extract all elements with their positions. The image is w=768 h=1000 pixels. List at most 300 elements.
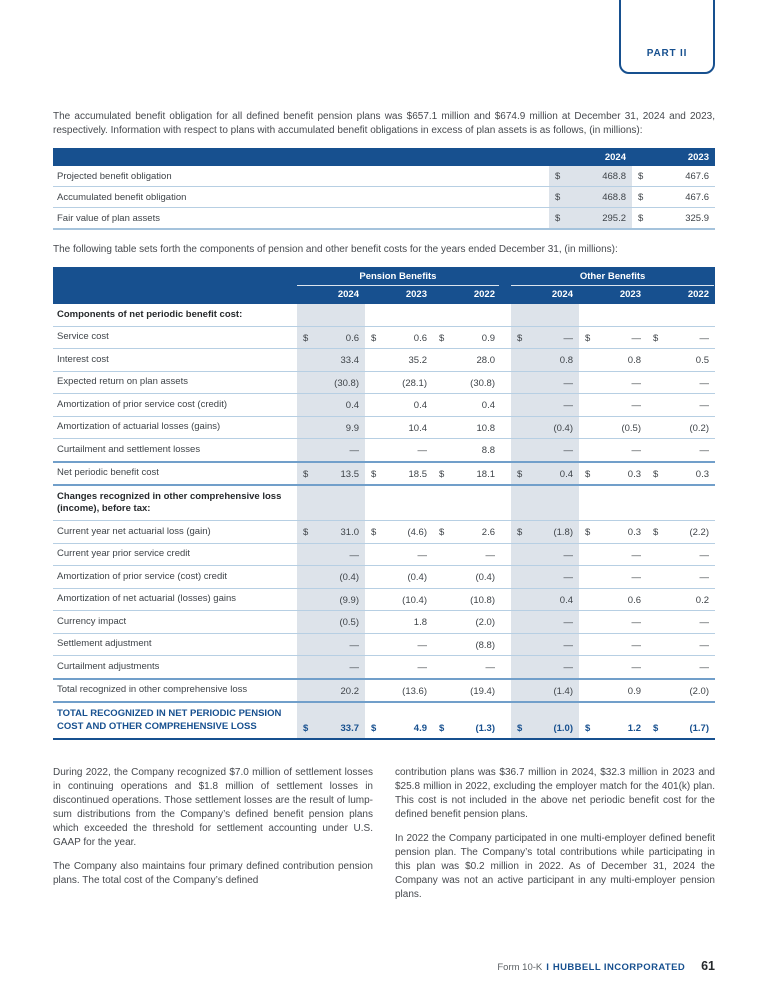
benefit-costs-table-body (53, 304, 715, 738)
amount: — (563, 639, 573, 651)
currency-symbol: $ (555, 170, 561, 182)
currency-symbol: $ (303, 527, 309, 538)
amount: — (631, 400, 641, 411)
value-cell-pension-2024 (297, 544, 365, 566)
table-row (53, 207, 715, 228)
currency-symbol: $ (638, 170, 644, 182)
amount: 9.9 (345, 422, 359, 434)
column-header-pension-2023: 2023 (405, 289, 427, 300)
currency-symbol: $ (439, 332, 445, 344)
value-cell-other-2024 (511, 304, 579, 326)
currency-symbol: $ (638, 212, 644, 224)
body-column-right (395, 756, 715, 912)
group-gap (501, 439, 511, 461)
value-cell-pension-2024 (297, 634, 365, 656)
amount: — (631, 332, 641, 344)
intro-paragraph: The accumulated benefit obligation for all defined benefit pension plans was $657.1 million and $674.9 million at December 31, 2024 and 2023, respectively. Information with respect to plans with accumulated benefit obligations in excess of plan assets is as follows, (in millions): (53, 111, 715, 136)
row-label: Accumulated benefit obligation (57, 191, 187, 203)
amount: 0.6 (345, 332, 359, 344)
group-gap (501, 703, 511, 738)
value-cell-other-2022 (647, 486, 715, 520)
value-cell-other-2024 (511, 703, 579, 738)
value-cell-other-2023 (579, 521, 647, 543)
value-cell-other-2024 (511, 656, 579, 678)
value-cell-pension-2022 (433, 589, 501, 611)
amount: 0.6 (627, 594, 641, 606)
value-cell-pension-2024 (297, 349, 365, 371)
table-row (53, 166, 715, 186)
column-header-2023: 2023 (687, 151, 709, 163)
table-row (53, 371, 715, 394)
currency-symbol: $ (653, 722, 659, 734)
value-cell-pension-2024 (297, 566, 365, 588)
table-row (53, 326, 715, 349)
amount: 0.2 (695, 594, 709, 606)
value-cell-pension-2022 (433, 703, 501, 738)
group-gap (501, 349, 511, 371)
amount: — (699, 617, 709, 628)
row-label: Projected benefit obligation (57, 170, 172, 182)
amount: (1.4) (553, 685, 573, 697)
currency-symbol: $ (653, 468, 659, 480)
amount: (10.4) (402, 594, 427, 606)
value-cell-pension-2023 (365, 463, 433, 485)
value-cell-other-2024 (511, 349, 579, 371)
table-row (53, 186, 715, 207)
value-cell-pension-2022 (433, 304, 501, 326)
value-cell-pension-2023 (365, 634, 433, 656)
value-cell-2023 (632, 208, 715, 228)
value-cell-other-2023 (579, 304, 647, 326)
amount: 0.5 (695, 355, 709, 366)
amount: — (699, 377, 709, 389)
currency-symbol: $ (585, 722, 591, 734)
value-cell-pension-2022 (433, 656, 501, 678)
currency-symbol: $ (653, 527, 659, 538)
amount: — (699, 549, 709, 561)
amount: (0.4) (339, 572, 359, 583)
amount: (4.6) (407, 527, 427, 538)
amount: (30.8) (334, 377, 359, 389)
amount: (0.5) (621, 422, 641, 434)
amount: 18.5 (408, 468, 427, 480)
body-paragraph: During 2022, the Company recognized $7.0 million of settlement losses in continuing operations and $1.8 million of settlement losses in discontinued operations. Those settlement losses are the result of lump-sum distributions from the Company’s defined benefit pension plans which exceeded the threshold for settlement accounting under U.S. GAAP for the year. (53, 767, 373, 848)
value-cell-other-2023 (579, 463, 647, 485)
currency-symbol: $ (517, 527, 523, 538)
body-paragraph: The Company also maintains four primary defined contribution pension plans. The total cost of the Company’s defined (53, 861, 373, 886)
table-row (53, 393, 715, 416)
currency-symbol: $ (638, 191, 644, 203)
value-cell-pension-2024 (297, 611, 365, 633)
amount: (2.2) (689, 527, 709, 538)
amount: — (631, 639, 641, 651)
body-paragraph: contribution plans was $36.7 million in 2024, $32.3 million in 2023 and $25.8 million in 2022, excluding the employer match for the 401(k) plan. This cost is not included in the above net periodic benefit cost for the defined benefit pension plans. (395, 767, 715, 820)
value-cell-other-2023 (579, 680, 647, 702)
amount: (0.4) (407, 572, 427, 583)
row-label: Expected return on plan assets (57, 376, 188, 387)
value-cell-other-2022 (647, 703, 715, 738)
year-header-row (53, 286, 715, 304)
value-cell-pension-2023 (365, 656, 433, 678)
row-label: Components of net periodic benefit cost: (57, 308, 243, 320)
value-cell-pension-2024 (297, 417, 365, 439)
value-cell-other-2024 (511, 394, 579, 416)
amount: 325.9 (685, 212, 709, 224)
amount: — (699, 662, 709, 673)
amount: (8.8) (475, 639, 495, 651)
amount: — (563, 400, 573, 411)
amount: 467.6 (685, 191, 709, 203)
footer-form-label: Form 10-K (497, 962, 543, 973)
amount: 0.8 (627, 355, 641, 366)
amount: 0.8 (559, 355, 573, 366)
value-cell-other-2024 (511, 463, 579, 485)
value-cell-other-2023 (579, 349, 647, 371)
value-cell-other-2022 (647, 417, 715, 439)
value-cell-2023 (632, 187, 715, 207)
currency-symbol: $ (371, 468, 377, 480)
group-gap (501, 372, 511, 394)
amount: 20.2 (340, 685, 359, 697)
amount: 0.3 (627, 527, 641, 538)
amount: — (631, 662, 641, 673)
amount: 0.9 (627, 685, 641, 697)
value-cell-other-2023 (579, 611, 647, 633)
value-cell-pension-2024 (297, 703, 365, 738)
amount: 467.6 (685, 170, 709, 182)
obligations-table (53, 148, 715, 230)
row-label: Settlement adjustment (57, 638, 152, 649)
amount: 0.4 (559, 594, 573, 606)
amount: (2.0) (475, 617, 495, 628)
value-cell-pension-2024 (297, 656, 365, 678)
value-cell-pension-2022 (433, 486, 501, 520)
group-header-row (53, 267, 715, 286)
amount: 10.4 (408, 422, 427, 434)
group-gap (501, 417, 511, 439)
value-cell-2024 (549, 187, 632, 207)
amount: 33.4 (340, 355, 359, 366)
value-cell-other-2024 (511, 634, 579, 656)
currency-symbol: $ (303, 468, 309, 480)
amount: (0.5) (339, 617, 359, 628)
amount: (1.8) (553, 527, 573, 538)
column-header-other-2022: 2022 (687, 289, 709, 300)
value-cell-other-2022 (647, 304, 715, 326)
amount: — (417, 549, 427, 561)
value-cell-pension-2024 (297, 486, 365, 520)
value-cell-other-2023 (579, 327, 647, 349)
body-column-left (53, 756, 373, 912)
value-cell-pension-2023 (365, 349, 433, 371)
value-cell-pension-2022 (433, 566, 501, 588)
row-label: Amortization of net actuarial (losses) gains (57, 593, 236, 604)
group-gap (501, 463, 511, 485)
amount: (1.3) (475, 722, 495, 734)
group-gap (501, 486, 511, 520)
currency-symbol: $ (517, 722, 523, 734)
value-cell-other-2023 (579, 566, 647, 588)
row-label: Changes recognized in other comprehensive loss (income), before tax: (57, 490, 282, 514)
row-label: TOTAL RECOGNIZED IN NET PERIODIC PENSION COST AND OTHER COMPREHENSIVE LOSS (57, 708, 282, 732)
currency-symbol: $ (585, 527, 591, 538)
table-row (53, 633, 715, 656)
amount: (1.0) (553, 722, 573, 734)
value-cell-pension-2023 (365, 327, 433, 349)
value-cell-pension-2023 (365, 521, 433, 543)
amount: 31.0 (340, 527, 359, 538)
currency-symbol: $ (439, 527, 445, 538)
amount: — (699, 445, 709, 456)
value-cell-other-2022 (647, 656, 715, 678)
amount: — (699, 400, 709, 411)
amount: — (699, 639, 709, 651)
amount: (0.2) (689, 422, 709, 434)
group-gap (501, 634, 511, 656)
value-cell-other-2022 (647, 566, 715, 588)
currency-symbol: $ (439, 722, 445, 734)
amount: 8.8 (481, 445, 495, 456)
group-header-other-benefits: Other Benefits (511, 267, 714, 286)
amount: — (563, 377, 573, 389)
value-cell-pension-2023 (365, 703, 433, 738)
currency-symbol: $ (303, 332, 309, 344)
value-cell-pension-2022 (433, 439, 501, 461)
value-cell-other-2022 (647, 634, 715, 656)
row-label: Total recognized in other comprehensive loss (57, 684, 248, 695)
group-gap (501, 394, 511, 416)
value-cell-other-2023 (579, 656, 647, 678)
value-cell-pension-2022 (433, 463, 501, 485)
currency-symbol: $ (653, 332, 659, 344)
currency-symbol: $ (439, 468, 445, 480)
currency-symbol: $ (585, 468, 591, 480)
value-cell-pension-2024 (297, 394, 365, 416)
table-row (53, 610, 715, 633)
value-cell-pension-2022 (433, 327, 501, 349)
table-row (53, 484, 715, 520)
value-cell-pension-2023 (365, 417, 433, 439)
footer-company-name: HUBBELL INCORPORATED (552, 962, 686, 973)
part-ii-label: PART II (646, 48, 688, 59)
amount: — (631, 445, 641, 456)
amount: (1.7) (689, 722, 709, 734)
table-row (53, 655, 715, 678)
value-cell-pension-2023 (365, 372, 433, 394)
table-row (53, 678, 715, 702)
amount: — (631, 549, 641, 561)
value-cell-pension-2024 (297, 680, 365, 702)
amount: (30.8) (470, 377, 495, 389)
amount: 468.8 (602, 191, 626, 203)
table-row (53, 348, 715, 371)
value-cell-other-2022 (647, 394, 715, 416)
column-header-other-2023: 2023 (619, 289, 641, 300)
column-header-other-2024: 2024 (551, 289, 573, 300)
amount: (0.4) (475, 572, 495, 583)
amount: (13.6) (402, 685, 427, 697)
group-header-pension-benefits: Pension Benefits (297, 267, 500, 286)
row-label: Amortization of prior service cost (credit) (57, 398, 227, 410)
amount: — (563, 332, 573, 344)
amount: — (699, 572, 709, 583)
value-cell-other-2022 (647, 521, 715, 543)
amount: 0.3 (695, 468, 709, 480)
amount: 18.1 (476, 468, 495, 480)
costs-intro-paragraph: The following table sets forth the components of pension and other benefit costs for the years ended December 31, (in millions): (53, 244, 618, 255)
value-cell-pension-2022 (433, 394, 501, 416)
group-gap (501, 566, 511, 588)
page-content (53, 0, 715, 912)
amount: 0.6 (413, 332, 427, 344)
value-cell-pension-2022 (433, 372, 501, 394)
currency-symbol: $ (585, 332, 591, 344)
amount: (19.4) (470, 685, 495, 697)
currency-symbol: $ (517, 332, 523, 344)
group-gap (501, 589, 511, 611)
value-cell-pension-2024 (297, 463, 365, 485)
table-row (53, 588, 715, 611)
amount: — (485, 662, 495, 673)
table-row (53, 438, 715, 461)
amount: — (349, 639, 359, 651)
currency-symbol: $ (371, 527, 377, 538)
column-header-2024: 2024 (604, 151, 626, 163)
value-cell-other-2022 (647, 611, 715, 633)
value-cell-pension-2022 (433, 680, 501, 702)
amount: 295.2 (602, 212, 626, 224)
value-cell-pension-2023 (365, 611, 433, 633)
amount: 0.4 (559, 468, 573, 480)
row-label: Interest cost (57, 353, 109, 365)
value-cell-other-2022 (647, 439, 715, 461)
amount: 1.8 (413, 617, 427, 628)
row-label: Curtailment and settlement losses (57, 443, 201, 455)
table-row (53, 701, 715, 738)
group-gap (501, 680, 511, 702)
value-cell-2024 (549, 208, 632, 228)
value-cell-other-2022 (647, 544, 715, 566)
value-cell-pension-2024 (297, 521, 365, 543)
group-gap (501, 521, 511, 543)
value-cell-other-2023 (579, 589, 647, 611)
value-cell-pension-2024 (297, 439, 365, 461)
table-row (53, 520, 715, 543)
value-cell-other-2022 (647, 589, 715, 611)
value-cell-other-2023 (579, 439, 647, 461)
amount: (0.4) (553, 422, 573, 434)
value-cell-other-2024 (511, 589, 579, 611)
amount: — (349, 662, 359, 673)
body-text-columns (53, 756, 715, 912)
table-row (53, 461, 715, 485)
value-cell-2023 (632, 166, 715, 186)
group-gap (501, 611, 511, 633)
value-cell-other-2024 (511, 327, 579, 349)
amount: — (631, 572, 641, 583)
value-cell-other-2023 (579, 544, 647, 566)
amount: 28.0 (476, 355, 495, 366)
currency-symbol: $ (303, 722, 309, 734)
amount: 0.4 (413, 400, 427, 411)
benefit-costs-table (53, 267, 715, 740)
column-header-pension-2024: 2024 (337, 289, 359, 300)
amount: 10.8 (476, 422, 495, 434)
value-cell-other-2022 (647, 349, 715, 371)
value-cell-other-2023 (579, 417, 647, 439)
currency-symbol: $ (371, 722, 377, 734)
column-header-pension-2022: 2022 (473, 289, 495, 300)
table-row (53, 565, 715, 588)
value-cell-other-2023 (579, 703, 647, 738)
value-cell-pension-2023 (365, 304, 433, 326)
value-cell-pension-2024 (297, 304, 365, 326)
row-label: Net periodic benefit cost (57, 467, 159, 478)
value-cell-pension-2023 (365, 589, 433, 611)
value-cell-pension-2023 (365, 680, 433, 702)
amount: — (349, 445, 359, 456)
row-label: Currency impact (57, 615, 127, 627)
group-gap (501, 544, 511, 566)
amount: 35.2 (408, 355, 427, 366)
value-cell-other-2023 (579, 372, 647, 394)
amount: 13.5 (340, 468, 359, 480)
value-cell-pension-2023 (365, 394, 433, 416)
value-cell-other-2024 (511, 439, 579, 461)
amount: — (563, 549, 573, 561)
body-paragraph: In 2022 the Company participated in one multi-employer defined benefit pension plan. The Company’s total contributions while participating in this plan was $0.2 million in 2022. As of December 31, 2024 the Company was not an active participant in any multi-employer pension plans. (395, 833, 715, 900)
amount: 0.4 (481, 400, 495, 411)
value-cell-other-2022 (647, 327, 715, 349)
page-footer (497, 959, 715, 973)
value-cell-other-2024 (511, 544, 579, 566)
value-cell-pension-2024 (297, 589, 365, 611)
amount: 0.3 (627, 468, 641, 480)
value-cell-pension-2022 (433, 417, 501, 439)
amount: — (417, 662, 427, 673)
currency-symbol: $ (517, 468, 523, 480)
value-cell-other-2024 (511, 611, 579, 633)
amount: — (563, 662, 573, 673)
value-cell-pension-2024 (297, 372, 365, 394)
amount: 0.4 (345, 400, 359, 411)
amount: — (485, 549, 495, 561)
table-row (53, 304, 715, 326)
value-cell-other-2024 (511, 680, 579, 702)
amount: — (417, 639, 427, 651)
amount: (10.8) (470, 594, 495, 606)
group-gap (501, 327, 511, 349)
group-gap (501, 304, 511, 326)
value-cell-other-2023 (579, 486, 647, 520)
page-number: 61 (701, 959, 715, 973)
row-label: Amortization of prior service (cost) credit (57, 570, 227, 582)
value-cell-other-2022 (647, 372, 715, 394)
row-label: Service cost (57, 331, 109, 342)
value-cell-other-2024 (511, 486, 579, 520)
amount: 1.2 (627, 722, 641, 734)
amount: — (563, 617, 573, 628)
amount: — (563, 572, 573, 583)
amount: 4.9 (413, 722, 427, 734)
value-cell-pension-2023 (365, 486, 433, 520)
amount: (9.9) (339, 594, 359, 606)
amount: — (563, 445, 573, 456)
amount: — (631, 377, 641, 389)
value-cell-other-2024 (511, 566, 579, 588)
value-cell-other-2024 (511, 372, 579, 394)
amount: 2.6 (481, 527, 495, 538)
